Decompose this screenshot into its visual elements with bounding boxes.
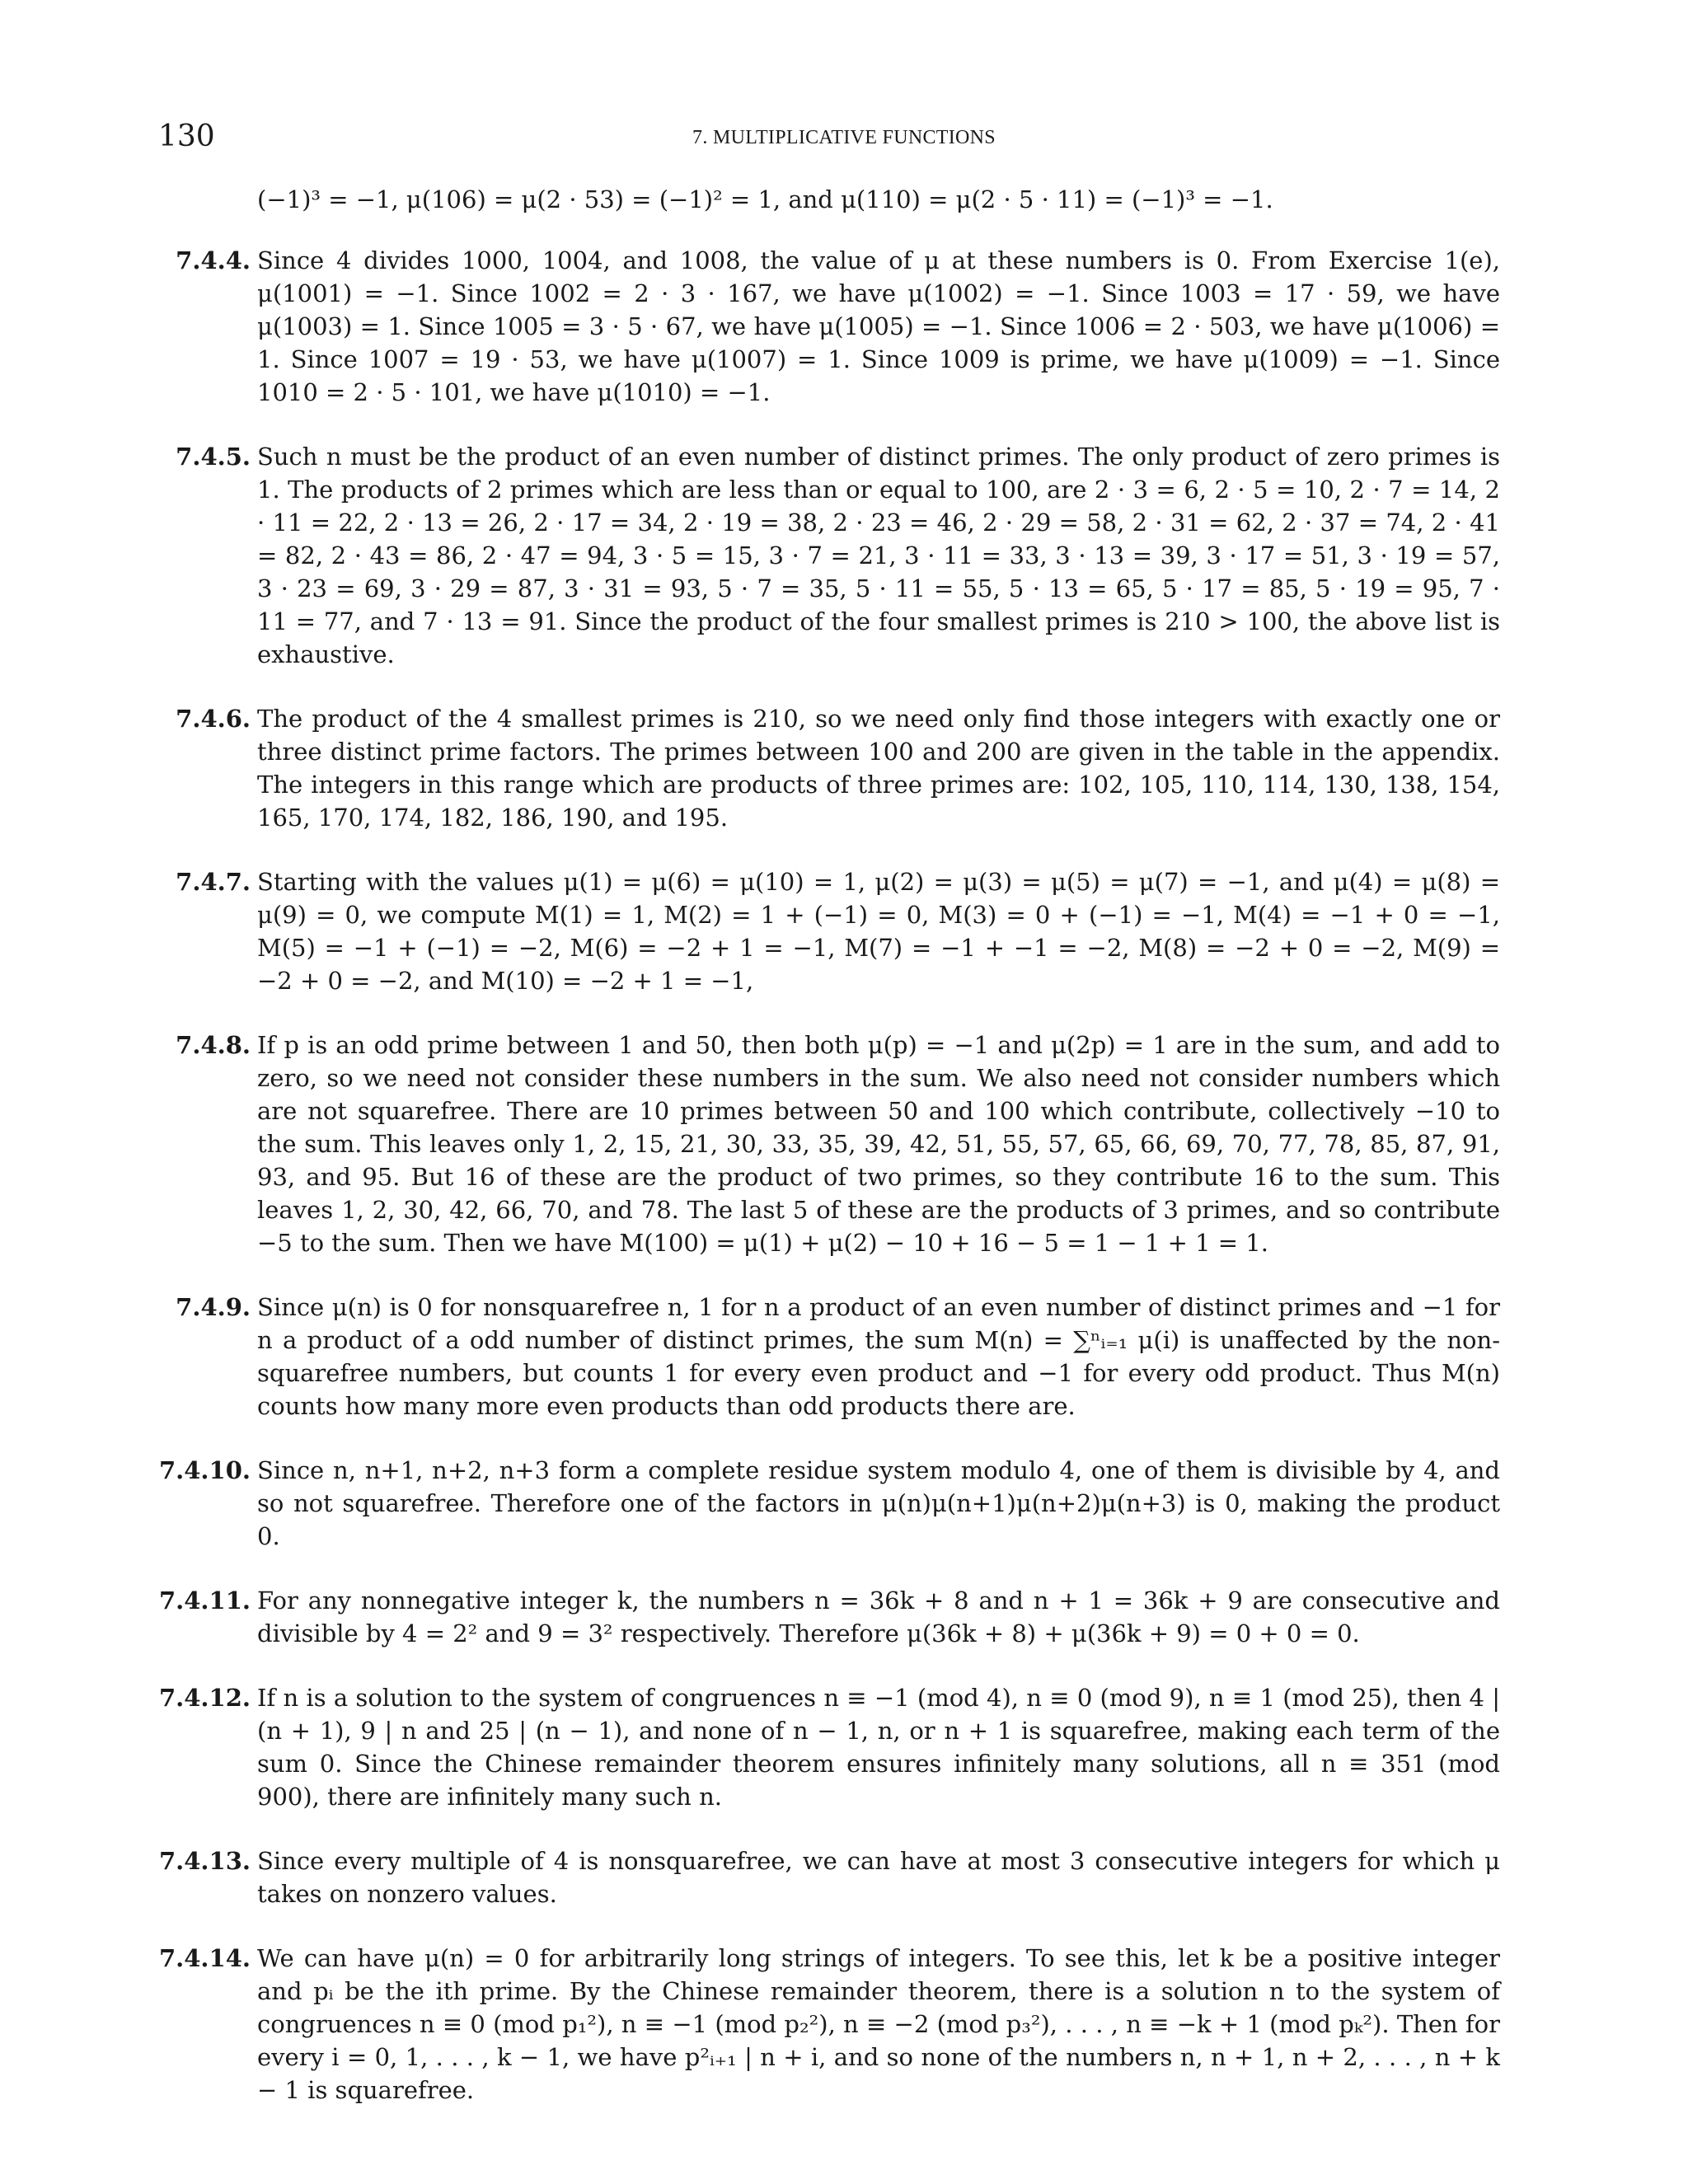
solution-label: 7.4.6. xyxy=(176,705,251,733)
solution-text: Such n must be the product of an even number of distinct primes. The only product of zero primes is 1. The products of 2 primes which are less than or equal to 100, are 2 · 3 = 6, 2 · 5 = 10, 2 · 7 = 14, 2 · 11 = 22, 2 · 13 = 26, 2 · 17 = 34, 2 · 19 = 38, 2 · 23 = 46, 2 · 29 = 58, 2 · 31 = 62, 2 · 37 = 74, 2 · 41 = 82, 2 · 43 = 86, 2 · 47 = 94, 3 · 5 = 15, 3 · 7 = 21, 3 · 11 = 33, 3 · 13 = 39, 3 · 17 = 51, 3 · 19 = 57, 3 · 23 = 69, 3 · 29 = 87, 3 · 31 = 93, 5 · 7 = 35, 5 · 11 = 55, 5 · 13 = 65, 5 · 17 = 85, 5 · 19 = 95, 7 · 11 = 77, and 7 · 13 = 91. Since the product of the four smallest primes is 210 > 100, the above list is exhaustive. xyxy=(257,443,1500,668)
solution-7-4-6 xyxy=(178,702,1500,834)
solution-7-4-10 xyxy=(158,1454,1500,1553)
solution-text: We can have μ(n) = 0 for arbitrarily long strings of integers. To see this, let k be a positive integer and pᵢ be the ith prime. By the Chinese remainder theorem, there is a solution n to the system of congruences n ≡ 0 (mod p₁²), n ≡ −1 (mod p₂²), n ≡ −2 (mod p₃²), . . . , n ≡ −k + 1 (mod pₖ²). Then for every i = 0, 1, . . . , k − 1, we have p²ᵢ₊₁ | n + i, and so none of the numbers n, n + 1, n + 2, . . . , n + k − 1 is squarefree. xyxy=(257,1944,1500,2104)
solution-label: 7.4.8. xyxy=(176,1031,251,1059)
solution-7-4-7 xyxy=(178,865,1500,997)
solution-7-4-4 xyxy=(178,244,1500,409)
solutions-list xyxy=(158,183,1500,2138)
solution-text: For any nonnegative integer k, the numbers n = 36k + 8 and n + 1 = 36k + 9 are consecutive and divisible by 4 = 2² and 9 = 3² respectively. Therefore μ(36k + 8) + μ(36k + 9) = 0 + 0 = 0. xyxy=(257,1586,1500,1647)
solution-text: Since 4 divides 1000, 1004, and 1008, the value of μ at these numbers is 0. From Exercise 1(e), μ(1001) = −1. Since 1002 = 2 · 3 · 167, we have μ(1002) = −1. Since 1003 = 17 · 59, we have μ(1003) = 1. Since 1005 = 3 · 5 · 67, we have μ(1005) = −1. Since 1006 = 2 · 503, we have μ(1006) = 1. Since 1007 = 19 · 53, we have μ(1007) = 1. Since 1009 is prime, we have μ(1009) = −1. Since 1010 = 2 · 5 · 101, we have μ(1010) = −1. xyxy=(257,246,1500,406)
solution-text: Since n, n+1, n+2, n+3 form a complete residue system modulo 4, one of them is divisible by 4, and so not squarefree. Therefore one of the factors in μ(n)μ(n+1)μ(n+2)μ(n+3) is 0, making the product 0. xyxy=(257,1456,1500,1550)
solution-7-4-14 xyxy=(158,1942,1500,2107)
solution-label: 7.4.12. xyxy=(158,1684,251,1712)
solution-label: 7.4.11. xyxy=(158,1586,251,1615)
solution-label: 7.4.4. xyxy=(176,246,251,274)
carryover-line: (−1)³ = −1, μ(106) = μ(2 · 53) = (−1)² = 1, and μ(110) = μ(2 · 5 · 11) = (−1)³ = −1. xyxy=(257,185,1273,213)
solution-text: Since μ(n) is 0 for nonsquarefree n, 1 for n a product of an even number of distinct primes and −1 for n a product of a odd number of distinct primes, the sum M(n) = ∑ⁿᵢ₌₁ μ(i) is unaffected by the non-squarefree numbers, but counts 1 for every even product and −1 for every odd product. Thus M(n) counts how many more even products than odd products there are. xyxy=(257,1293,1500,1420)
solution-7-4-8 xyxy=(178,1029,1500,1259)
solution-7-4-12 xyxy=(158,1681,1500,1813)
solution-label: 7.4.5. xyxy=(176,443,251,471)
page-number: 130 xyxy=(158,120,215,153)
solution-7-4-9 xyxy=(178,1291,1500,1422)
solution-label: 7.4.9. xyxy=(176,1293,251,1321)
solution-7-4-5 xyxy=(178,440,1500,671)
solution-text: Starting with the values μ(1) = μ(6) = μ(10) = 1, μ(2) = μ(3) = μ(5) = μ(7) = −1, and μ(4) = μ(8) = μ(9) = 0, we compute M(1) = 1, M(2) = 1 + (−1) = 0, M(3) = 0 + (−1) = −1, M(4) = −1 + 0 = −1, M(5) = −1 + (−1) = −2, M(6) = −2 + 1 = −1, M(7) = −1 + −1 = −2, M(8) = −2 + 0 = −2, M(9) = −2 + 0 = −2, and M(10) = −2 + 1 = −1, xyxy=(257,868,1500,995)
running-head: 7. MULTIPLICATIVE FUNCTIONS xyxy=(692,127,996,148)
solution-label: 7.4.14. xyxy=(158,1944,251,1972)
solution-text: If p is an odd prime between 1 and 50, then both μ(p) = −1 and μ(2p) = 1 are in the sum, and add to zero, so we need not consider these numbers in the sum. We also need not consider numbers which are not squarefree. There are 10 primes between 50 and 100 which contribute, collectively −10 to the sum. This leaves only 1, 2, 15, 21, 30, 33, 35, 39, 42, 51, 55, 57, 65, 66, 69, 70, 77, 78, 85, 87, 91, 93, and 95. But 16 of these are the product of two primes, so they contribute 16 to the sum. This leaves 1, 2, 30, 42, 66, 70, and 78. The last 5 of these are the products of 3 primes, and so contribute −5 to the sum. Then we have M(100) = μ(1) + μ(2) − 10 + 16 − 5 = 1 − 1 + 1 = 1. xyxy=(257,1031,1500,1257)
solution-label: 7.4.10. xyxy=(158,1456,251,1484)
solution-text: If n is a solution to the system of congruences n ≡ −1 (mod 4), n ≡ 0 (mod 9), n ≡ 1 (mod 25), then 4 | (n + 1), 9 | n and 25 | (n − 1), and none of n − 1, n, or n + 1 is squarefree, making each term of the sum 0. Since the Chinese remainder theorem ensures infinitely many solutions, all n ≡ 351 (mod 900), there are infinitely many such n. xyxy=(257,1684,1500,1811)
solution-text: Since every multiple of 4 is nonsquarefree, we can have at most 3 consecutive integers for which μ takes on nonzero values. xyxy=(257,1847,1500,1908)
solution-label: 7.4.7. xyxy=(176,868,251,896)
solution-text: The product of the 4 smallest primes is 210, so we need only find those integers with exactly one or three distinct prime factors. The primes between 100 and 200 are given in the table in the appendix. The integers in this range which are products of three primes are: 102, 105, 110, 114, 130, 138, 154, 165, 170, 174, 182, 186, 190, and 195. xyxy=(257,705,1500,832)
solution-7-4-13 xyxy=(158,1844,1500,1910)
solution-label: 7.4.13. xyxy=(158,1847,251,1875)
solution-7-4-11 xyxy=(158,1584,1500,1650)
